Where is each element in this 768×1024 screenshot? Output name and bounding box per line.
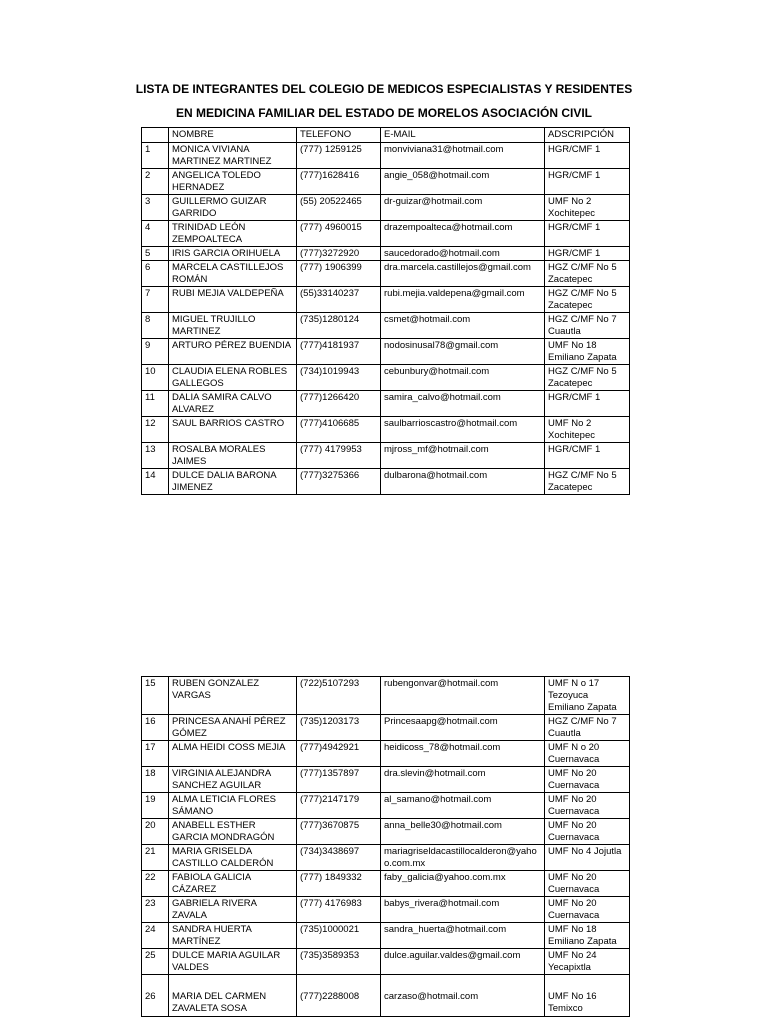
cell-name: TRINIDAD LEÓN ZEMPOALTECA — [169, 221, 297, 247]
cell-phone: (734)3438697 — [297, 845, 381, 871]
table-row — [142, 221, 630, 247]
cell-name: MIGUEL TRUJILLO MARTINEZ — [169, 313, 297, 339]
cell-adscripcion: UMF No 2 Xochitepec — [545, 195, 630, 221]
cell-adscripcion: HGR/CMF 1 — [545, 247, 630, 261]
cell-name: DULCE MARIA AGUILAR VALDES — [169, 949, 297, 975]
cell-number: 10 — [142, 365, 169, 391]
cell-email[interactable]: csmet@hotmail.com — [381, 313, 545, 339]
header-name: NOMBRE — [169, 128, 297, 143]
table-row — [142, 261, 630, 287]
cell-email[interactable]: dra.slevin@hotmail.com — [381, 767, 545, 793]
cell-adscripcion: UMF No 20 Cuernavaca — [545, 897, 630, 923]
cell-adscripcion: UMF No 20 Cuernavaca — [545, 871, 630, 897]
cell-number: 9 — [142, 339, 169, 365]
cell-name: ANABELL ESTHER GARCIA MONDRAGÓN — [169, 819, 297, 845]
cell-adscripcion: HGZ C/MF No 7 Cuautla — [545, 715, 630, 741]
cell-adscripcion: HGZ C/MF No 5 Zacatepec — [545, 365, 630, 391]
cell-adscripcion: HGZ C/MF No 7 Cuautla — [545, 313, 630, 339]
table-header-row — [142, 128, 630, 143]
cell-name: MONICA VIVIANA MARTINEZ MARTINEZ — [169, 143, 297, 169]
table-row — [142, 313, 630, 339]
cell-number: 16 — [142, 715, 169, 741]
table-row — [142, 247, 630, 261]
cell-email[interactable]: Princesaapg@hotmail.com — [381, 715, 545, 741]
cell-name: DULCE DALIA BARONA JIMENEZ — [169, 469, 297, 495]
table-row — [142, 741, 630, 767]
cell-phone: (777) 1906399 — [297, 261, 381, 287]
table-row — [142, 469, 630, 495]
cell-phone: (777)3670875 — [297, 819, 381, 845]
cell-name: ROSALBA MORALES JAIMES — [169, 443, 297, 469]
cell-number: 3 — [142, 195, 169, 221]
cell-phone: (735)1000021 — [297, 923, 381, 949]
cell-number: 4 — [142, 221, 169, 247]
cell-number: 5 — [142, 247, 169, 261]
cell-email[interactable]: carzaso@hotmail.com — [381, 975, 545, 1017]
table-row — [142, 417, 630, 443]
cell-email[interactable]: heidicoss_78@hotmail.com — [381, 741, 545, 767]
cell-name: MARCELA CASTILLEJOS ROMÁN — [169, 261, 297, 287]
cell-adscripcion: HGR/CMF 1 — [545, 143, 630, 169]
cell-adscripcion: HGR/CMF 1 — [545, 169, 630, 195]
cell-email[interactable]: nodosinusal78@gmail.com — [381, 339, 545, 365]
cell-email[interactable]: saulbarrioscastro@hotmail.com — [381, 417, 545, 443]
cell-phone: (777) 4176983 — [297, 897, 381, 923]
cell-name: FABIOLA GALICIA CÁZAREZ — [169, 871, 297, 897]
cell-email[interactable]: dr-guizar@hotmail.com — [381, 195, 545, 221]
cell-adscripcion: UMF No 4 Jojutla — [545, 845, 630, 871]
cell-email[interactable]: babys_rivera@hotmail.com — [381, 897, 545, 923]
cell-name: SAUL BARRIOS CASTRO — [169, 417, 297, 443]
table-row — [142, 443, 630, 469]
cell-phone: (777)4106685 — [297, 417, 381, 443]
cell-adscripcion: UMF No 20 Cuernavaca — [545, 793, 630, 819]
cell-adscripcion: UMF No 24 Yecapixtla — [545, 949, 630, 975]
table-row — [142, 975, 630, 1017]
cell-number: 12 — [142, 417, 169, 443]
cell-phone: (777)2288008 — [297, 975, 381, 1017]
cell-number: 19 — [142, 793, 169, 819]
table-body-page-1 — [142, 143, 630, 495]
cell-email[interactable]: sandra_huerta@hotmail.com — [381, 923, 545, 949]
cell-email[interactable]: mariagriseldacastillocalderon@yahoo.com.mx — [381, 845, 545, 871]
cell-adscripcion: HGR/CMF 1 — [545, 221, 630, 247]
header-email: E-MAIL — [381, 128, 545, 143]
table-row — [142, 195, 630, 221]
cell-number: 13 — [142, 443, 169, 469]
cell-phone: (777) 4960015 — [297, 221, 381, 247]
cell-phone: (777)3272920 — [297, 247, 381, 261]
cell-adscripcion: UMF No 16 Temixco — [545, 975, 630, 1017]
members-table-page-1 — [141, 127, 630, 495]
cell-adscripcion: UMF N o 20 Cuernavaca — [545, 741, 630, 767]
cell-phone: (55)33140237 — [297, 287, 381, 313]
cell-name: PRINCESA ANAHÍ PÉREZ GÓMEZ — [169, 715, 297, 741]
cell-email[interactable]: dulce.aguilar.valdes@gmail.com — [381, 949, 545, 975]
cell-phone: (777)2147179 — [297, 793, 381, 819]
cell-adscripcion: UMF No 18 Emiliano Zapata — [545, 923, 630, 949]
table-row — [142, 169, 630, 195]
cell-adscripcion: UMF No 20 Cuernavaca — [545, 767, 630, 793]
table-row — [142, 923, 630, 949]
cell-phone: (735)3589353 — [297, 949, 381, 975]
table-row — [142, 949, 630, 975]
header-adscripcion: ADSCRIPCIÓN — [545, 128, 630, 143]
cell-phone: (777) 1259125 — [297, 143, 381, 169]
cell-number: 23 — [142, 897, 169, 923]
cell-phone: (777) 4179953 — [297, 443, 381, 469]
table-row — [142, 391, 630, 417]
cell-number: 24 — [142, 923, 169, 949]
table-row — [142, 143, 630, 169]
cell-name: DALIA SAMIRA CALVO ALVAREZ — [169, 391, 297, 417]
cell-adscripcion: HGR/CMF 1 — [545, 443, 630, 469]
cell-number: 14 — [142, 469, 169, 495]
cell-email[interactable]: al_samano@hotmail.com — [381, 793, 545, 819]
cell-adscripcion: UMF No 2 Xochitepec — [545, 417, 630, 443]
table-row — [142, 677, 630, 715]
cell-number: 8 — [142, 313, 169, 339]
cell-adscripcion: HGZ C/MF No 5 Zacatepec — [545, 261, 630, 287]
table-row — [142, 287, 630, 313]
cell-name: RUBI MEJIA VALDEPEÑA — [169, 287, 297, 313]
cell-phone: (777)1266420 — [297, 391, 381, 417]
cell-adscripcion: UMF No 18 Emiliano Zapata — [545, 339, 630, 365]
cell-name: MARIA GRISELDA CASTILLO CALDERÓN — [169, 845, 297, 871]
cell-email[interactable]: dulbarona@hotmail.com — [381, 469, 545, 495]
members-table-page-2 — [141, 676, 630, 1017]
cell-name: GABRIELA RIVERA ZAVALA — [169, 897, 297, 923]
cell-phone: (777)1628416 — [297, 169, 381, 195]
cell-phone: (777)3275366 — [297, 469, 381, 495]
cell-email[interactable]: angie_058@hotmail.com — [381, 169, 545, 195]
cell-name: VIRGINIA ALEJANDRA SANCHEZ AGUILAR — [169, 767, 297, 793]
cell-name: ALMA HEIDI COSS MEJIA — [169, 741, 297, 767]
cell-email[interactable]: samira_calvo@hotmail.com — [381, 391, 545, 417]
cell-phone: (735)1280124 — [297, 313, 381, 339]
cell-number: 11 — [142, 391, 169, 417]
cell-phone: (734)1019943 — [297, 365, 381, 391]
header-phone: TELEFONO — [297, 128, 381, 143]
table-row — [142, 897, 630, 923]
cell-email[interactable]: rubi.mejia.valdepena@gmail.com — [381, 287, 545, 313]
cell-name: ALMA LETICIA FLORES SÁMANO — [169, 793, 297, 819]
cell-phone: (777)1357897 — [297, 767, 381, 793]
table-row — [142, 819, 630, 845]
table-row — [142, 365, 630, 391]
cell-phone: (777)4181937 — [297, 339, 381, 365]
cell-adscripcion: UMF N o 17 Tezoyuca Emiliano Zapata — [545, 677, 630, 715]
cell-email[interactable]: mjross_mf@hotmail.com — [381, 443, 545, 469]
cell-adscripcion: UMF No 20 Cuernavaca — [545, 819, 630, 845]
cell-name: SANDRA HUERTA MARTÍNEZ — [169, 923, 297, 949]
cell-name: ANGELICA TOLEDO HERNADEZ — [169, 169, 297, 195]
cell-adscripcion: HGZ C/MF No 5 Zacatepec — [545, 469, 630, 495]
cell-name: IRIS GARCIA ORIHUELA — [169, 247, 297, 261]
cell-email[interactable]: saucedorado@hotmail.com — [381, 247, 545, 261]
cell-email[interactable]: cebunbury@hotmail.com — [381, 365, 545, 391]
cell-number: 20 — [142, 819, 169, 845]
cell-email[interactable]: anna_belle30@hotmail.com — [381, 819, 545, 845]
table-body-page-2 — [142, 677, 630, 1017]
cell-name: RUBEN GONZALEZ VARGAS — [169, 677, 297, 715]
cell-number: 21 — [142, 845, 169, 871]
cell-number: 17 — [142, 741, 169, 767]
document-title-line-2: EN MEDICINA FAMILIAR DEL ESTADO DE MORELOS ASOCIACIÓN CIVIL — [175, 106, 592, 120]
cell-phone: (777)4942921 — [297, 741, 381, 767]
cell-phone: (722)5107293 — [297, 677, 381, 715]
cell-number: 22 — [142, 871, 169, 897]
cell-email[interactable]: rubengonvar@hotmail.com — [381, 677, 545, 715]
cell-number: 15 — [142, 677, 169, 715]
cell-name: CLAUDIA ELENA ROBLES GALLEGOS — [169, 365, 297, 391]
table-row — [142, 767, 630, 793]
cell-name: ARTURO PÉREZ BUENDIA — [169, 339, 297, 365]
cell-number: 18 — [142, 767, 169, 793]
cell-number: 2 — [142, 169, 169, 195]
cell-adscripcion: HGR/CMF 1 — [545, 391, 630, 417]
cell-number: 6 — [142, 261, 169, 287]
cell-email[interactable]: drazempoalteca@hotmail.com — [381, 221, 545, 247]
cell-phone: (55) 20522465 — [297, 195, 381, 221]
cell-phone: (735)1203173 — [297, 715, 381, 741]
table-row — [142, 715, 630, 741]
table-row — [142, 845, 630, 871]
cell-phone: (777) 1849332 — [297, 871, 381, 897]
document-title-line-1: LISTA DE INTEGRANTES DEL COLEGIO DE MEDICOS ESPECIALISTAS Y RESIDENTES — [135, 82, 633, 96]
table-row — [142, 871, 630, 897]
header-number — [142, 128, 169, 143]
table-row — [142, 793, 630, 819]
cell-number: 26 — [142, 975, 169, 1017]
cell-number: 1 — [142, 143, 169, 169]
cell-name: MARIA DEL CARMEN ZAVALETA SOSA — [169, 975, 297, 1017]
cell-email[interactable]: faby_galicia@yahoo.com.mx — [381, 871, 545, 897]
cell-number: 7 — [142, 287, 169, 313]
cell-number: 25 — [142, 949, 169, 975]
cell-adscripcion: HGZ C/MF No 5 Zacatepec — [545, 287, 630, 313]
cell-email[interactable]: dra.marcela.castillejos@gmail.com — [381, 261, 545, 287]
table-row — [142, 339, 630, 365]
cell-name: GUILLERMO GUIZAR GARRIDO — [169, 195, 297, 221]
cell-email[interactable]: monviviana31@hotmail.com — [381, 143, 545, 169]
